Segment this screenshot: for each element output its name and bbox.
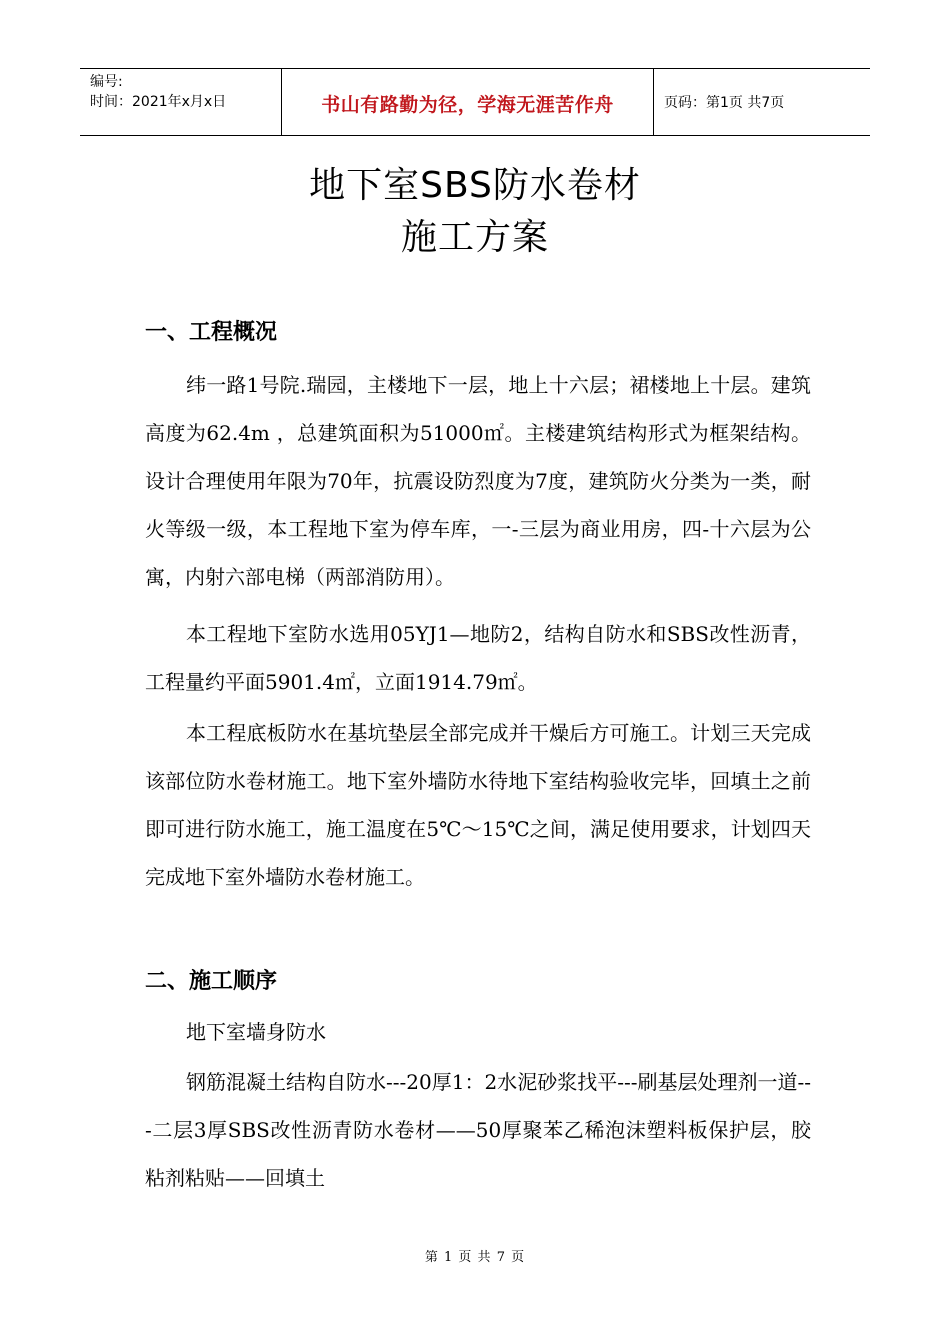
overview-paragraph-2: 本工程地下室防水选用05YJ1—地防2，结构自防水和SBS改性沥青，工程量约平面5901.4㎡，立面1914.79㎡。: [145, 622, 811, 694]
sequence-subheading: 地下室墙身防水: [186, 1020, 326, 1044]
document-header-table: [80, 68, 870, 136]
section-heading-overview: 一、工程概况: [145, 320, 278, 345]
document-number-label: 编号:: [90, 74, 123, 90]
page-footer: 第 1 页 共 7 页: [424, 1250, 526, 1265]
overview-paragraph-1: 纬一路1号院.瑞园，主楼地下一层，地上十六层；裙楼地上十层。建筑高度为62.4m ，总建筑面积为51000㎡。主楼建筑结构形式为框架结构。设计合理使用年限为70年，抗震设防烈度为7度，建筑防火分类为一类，耐火等级一级，本工程地下室为停车库，一-三层为商业用房，四-十六层为公寓，内射六部电梯（两部消防用）。: [145, 373, 811, 589]
section-heading-sequence: 二、施工顺序: [145, 969, 278, 994]
header-page-info: 页码：第1页 共7页: [664, 95, 785, 111]
document-title-line1: 地下室SBS防水卷材: [309, 165, 641, 206]
header-page-cell: [654, 69, 870, 135]
document-time-label: 时间：2021年x月x日: [90, 94, 227, 110]
sequence-paragraph: 钢筋混凝土结构自防水---20厚1：2水泥砂浆找平---刷基层处理剂一道---二层3厚SBS改性沥青防水卷材——50厚聚苯乙稀泡沫塑料板保护层，胶粘剂粘贴——回填土: [145, 1070, 811, 1190]
header-left-cell: [80, 69, 281, 135]
motto-text: 书山有路勤为径，学海无涯苦作舟: [321, 93, 614, 116]
overview-paragraph-3: 本工程底板防水在基坑垫层全部完成并干燥后方可施工。计划三天完成该部位防水卷材施工。地下室外墙防水待地下室结构验收完毕，回填土之前即可进行防水施工，施工温度在5℃～15℃之间，满足使用要求，计划四天完成地下室外墙防水卷材施工。: [145, 721, 811, 889]
document-title-line2: 施工方案: [400, 217, 549, 258]
header-motto-cell: [281, 69, 654, 135]
